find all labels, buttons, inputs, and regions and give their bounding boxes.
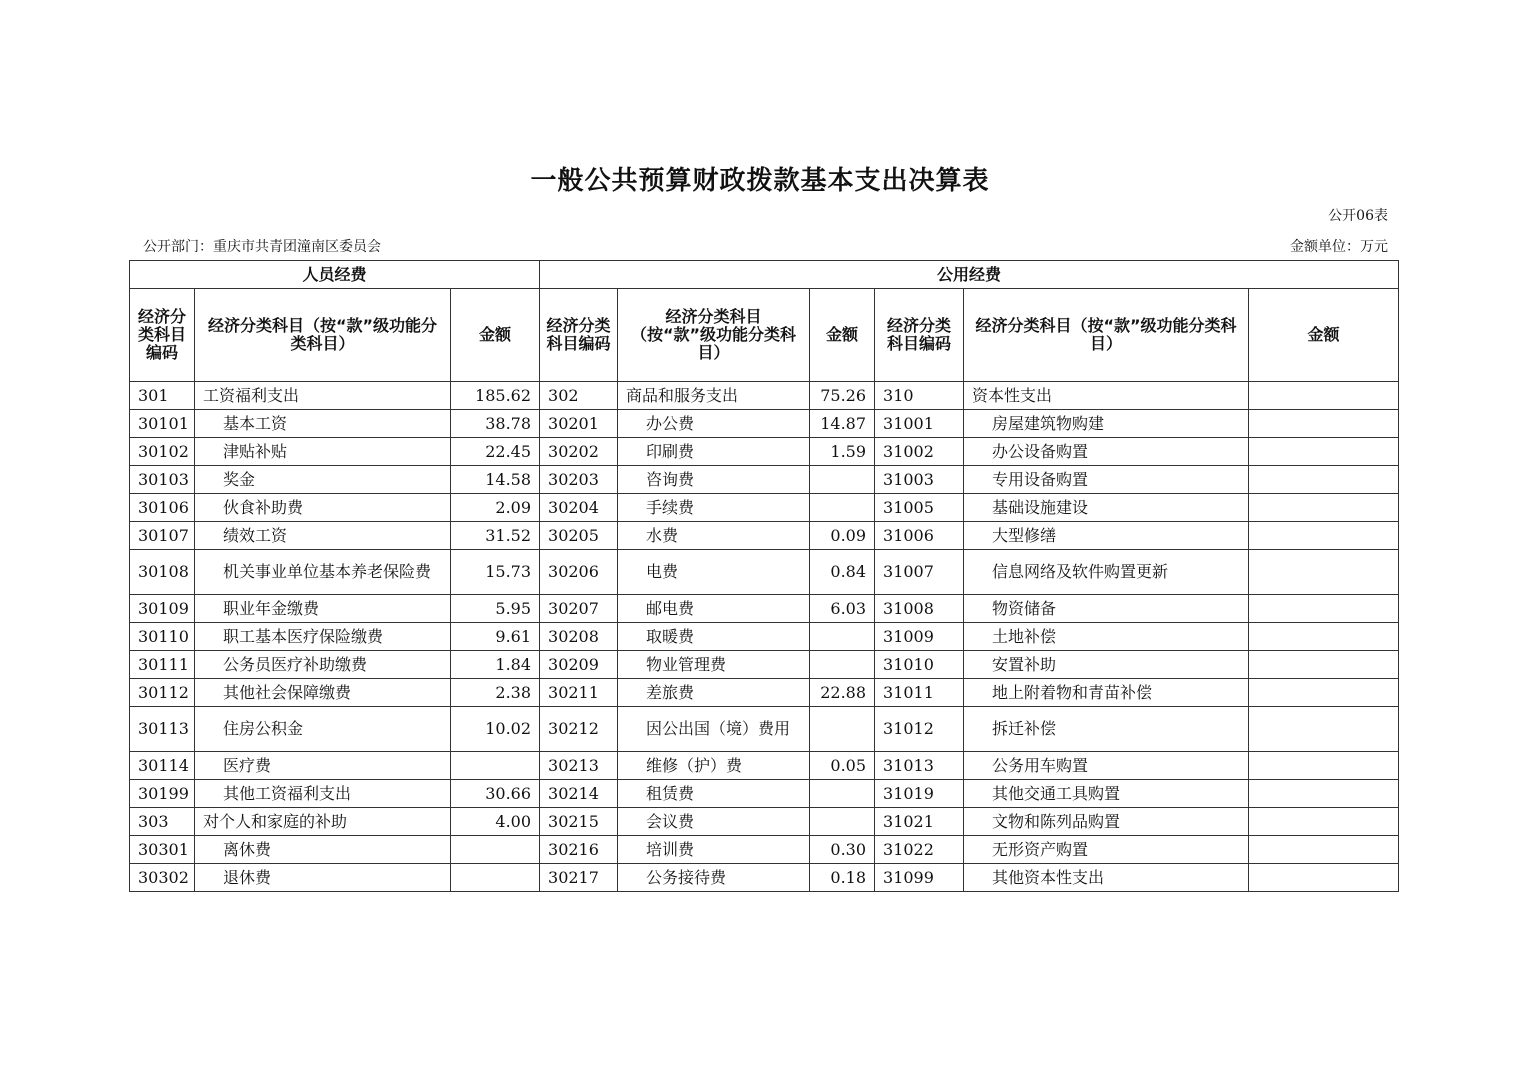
amount-cell: 14.87 [810, 410, 875, 438]
item-name-cell: 公务员医疗补助缴费 [195, 651, 451, 679]
table-row [130, 707, 1399, 752]
item-name-cell: 住房公积金 [195, 707, 451, 752]
code-cell: 31021 [875, 808, 964, 836]
item-name-cell: 对个人和家庭的补助 [195, 808, 451, 836]
table-row [130, 438, 1399, 466]
item-name-cell: 基本工资 [195, 410, 451, 438]
amount-cell [1249, 382, 1399, 410]
table-row [130, 679, 1399, 707]
item-name-cell: 差旅费 [618, 679, 810, 707]
code-cell: 310 [875, 382, 964, 410]
amount-cell [1249, 836, 1399, 864]
item-name-cell: 职业年金缴费 [195, 595, 451, 623]
header-code: 经济分类科目编码 [540, 289, 618, 382]
item-name-cell: 工资福利支出 [195, 382, 451, 410]
code-cell: 30216 [540, 836, 618, 864]
item-name-cell: 维修（护）费 [618, 752, 810, 780]
code-cell: 31005 [875, 494, 964, 522]
code-cell: 30101 [130, 410, 195, 438]
item-name-cell: 专用设备购置 [964, 466, 1249, 494]
table-row [130, 752, 1399, 780]
item-name-cell: 其他社会保障缴费 [195, 679, 451, 707]
item-name-cell: 其他交通工具购置 [964, 780, 1249, 808]
code-cell: 31099 [875, 864, 964, 892]
table-body [130, 382, 1399, 892]
amount-cell: 4.00 [451, 808, 540, 836]
item-name-cell: 物资储备 [964, 595, 1249, 623]
item-name-cell: 信息网络及软件购置更新 [964, 550, 1249, 595]
code-cell: 30111 [130, 651, 195, 679]
amount-cell [1249, 623, 1399, 651]
table-row [130, 864, 1399, 892]
code-cell: 30204 [540, 494, 618, 522]
table-row [130, 836, 1399, 864]
table-number: 公开06表 [1328, 208, 1388, 224]
item-name-cell: 基础设施建设 [964, 494, 1249, 522]
amount-cell [810, 707, 875, 752]
code-cell: 31006 [875, 522, 964, 550]
amount-cell [1249, 651, 1399, 679]
amount-cell: 5.95 [451, 595, 540, 623]
table-row [130, 550, 1399, 595]
code-cell: 30217 [540, 864, 618, 892]
item-name-cell: 无形资产购置 [964, 836, 1249, 864]
item-name-cell: 安置补助 [964, 651, 1249, 679]
amount-cell: 14.58 [451, 466, 540, 494]
code-cell: 302 [540, 382, 618, 410]
code-cell: 30203 [540, 466, 618, 494]
code-cell: 301 [130, 382, 195, 410]
code-cell: 30112 [130, 679, 195, 707]
amount-cell [1249, 522, 1399, 550]
item-name-cell: 医疗费 [195, 752, 451, 780]
code-cell: 31003 [875, 466, 964, 494]
header-amount: 金额 [810, 289, 875, 382]
table-row [130, 410, 1399, 438]
code-cell: 31012 [875, 707, 964, 752]
table-row [130, 382, 1399, 410]
code-cell: 30199 [130, 780, 195, 808]
section-personnel: 人员经费 [130, 261, 540, 289]
item-name-cell: 大型修缮 [964, 522, 1249, 550]
amount-cell [451, 864, 540, 892]
item-name-cell: 离休费 [195, 836, 451, 864]
code-cell: 30106 [130, 494, 195, 522]
table-row [130, 466, 1399, 494]
header-name: 经济分类科目（按“款”级功能分类科目） [964, 289, 1249, 382]
code-cell: 31002 [875, 438, 964, 466]
amount-cell: 38.78 [451, 410, 540, 438]
code-cell: 30213 [540, 752, 618, 780]
amount-cell: 6.03 [810, 595, 875, 623]
amount-cell: 0.30 [810, 836, 875, 864]
item-name-cell: 物业管理费 [618, 651, 810, 679]
code-cell: 30209 [540, 651, 618, 679]
code-cell: 30108 [130, 550, 195, 595]
code-cell: 30302 [130, 864, 195, 892]
item-name-cell: 咨询费 [618, 466, 810, 494]
code-cell: 30114 [130, 752, 195, 780]
table-row [130, 494, 1399, 522]
code-cell: 31022 [875, 836, 964, 864]
code-cell: 30201 [540, 410, 618, 438]
code-cell: 31019 [875, 780, 964, 808]
table-row [130, 808, 1399, 836]
item-name-cell: 职工基本医疗保险缴费 [195, 623, 451, 651]
code-cell: 31007 [875, 550, 964, 595]
item-name-cell: 资本性支出 [964, 382, 1249, 410]
table-row [130, 522, 1399, 550]
code-cell: 30205 [540, 522, 618, 550]
item-name-cell: 商品和服务支出 [618, 382, 810, 410]
item-name-cell: 手续费 [618, 494, 810, 522]
item-name-cell: 拆迁补偿 [964, 707, 1249, 752]
unit-label: 金额单位：万元 [1290, 239, 1388, 255]
code-cell: 30109 [130, 595, 195, 623]
item-name-cell: 机关事业单位基本养老保险费 [195, 550, 451, 595]
page-title: 一般公共预算财政拨款基本支出决算表 [530, 166, 990, 196]
header-name: 经济分类科目（按“款”级功能分类科目） [195, 289, 451, 382]
amount-cell: 30.66 [451, 780, 540, 808]
item-name-cell: 水费 [618, 522, 810, 550]
amount-cell: 31.52 [451, 522, 540, 550]
header-name: 经济分类科目（按“款”级功能分类科目） [618, 289, 810, 382]
amount-cell: 1.84 [451, 651, 540, 679]
amount-cell [810, 494, 875, 522]
header-code: 经济分类科目编码 [875, 289, 964, 382]
amount-cell: 75.26 [810, 382, 875, 410]
amount-cell [810, 808, 875, 836]
table-row [130, 651, 1399, 679]
amount-cell [1249, 494, 1399, 522]
item-name-cell: 因公出国（境）费用 [618, 707, 810, 752]
item-name-cell: 绩效工资 [195, 522, 451, 550]
code-cell: 30214 [540, 780, 618, 808]
amount-cell: 2.09 [451, 494, 540, 522]
table-row [130, 623, 1399, 651]
amount-cell: 0.84 [810, 550, 875, 595]
amount-cell: 22.45 [451, 438, 540, 466]
header-amount: 金额 [1249, 289, 1399, 382]
amount-cell [1249, 707, 1399, 752]
code-cell: 31011 [875, 679, 964, 707]
code-cell: 30107 [130, 522, 195, 550]
amount-cell [810, 466, 875, 494]
code-cell: 31013 [875, 752, 964, 780]
code-cell: 30207 [540, 595, 618, 623]
code-cell: 30113 [130, 707, 195, 752]
code-cell: 31001 [875, 410, 964, 438]
amount-cell [1249, 808, 1399, 836]
item-name-cell: 公务用车购置 [964, 752, 1249, 780]
code-cell: 30211 [540, 679, 618, 707]
item-name-cell: 办公费 [618, 410, 810, 438]
item-name-cell: 伙食补助费 [195, 494, 451, 522]
amount-cell [1249, 466, 1399, 494]
item-name-cell: 办公设备购置 [964, 438, 1249, 466]
amount-cell [451, 752, 540, 780]
amount-cell: 0.18 [810, 864, 875, 892]
code-cell: 31008 [875, 595, 964, 623]
item-name-cell: 公务接待费 [618, 864, 810, 892]
item-name-cell: 电费 [618, 550, 810, 595]
table-row [130, 595, 1399, 623]
header-amount: 金额 [451, 289, 540, 382]
amount-cell: 9.61 [451, 623, 540, 651]
amount-cell [1249, 752, 1399, 780]
code-cell: 31009 [875, 623, 964, 651]
amount-cell [1249, 438, 1399, 466]
item-name-cell: 邮电费 [618, 595, 810, 623]
item-name-cell: 文物和陈列品购置 [964, 808, 1249, 836]
code-cell: 31010 [875, 651, 964, 679]
amount-cell: 1.59 [810, 438, 875, 466]
amount-cell [810, 651, 875, 679]
item-name-cell: 印刷费 [618, 438, 810, 466]
item-name-cell: 奖金 [195, 466, 451, 494]
code-cell: 30202 [540, 438, 618, 466]
code-cell: 30212 [540, 707, 618, 752]
amount-cell [810, 780, 875, 808]
code-cell: 303 [130, 808, 195, 836]
amount-cell: 0.09 [810, 522, 875, 550]
amount-cell: 0.05 [810, 752, 875, 780]
code-cell: 30206 [540, 550, 618, 595]
table-row [130, 780, 1399, 808]
code-cell: 30103 [130, 466, 195, 494]
amount-cell: 22.88 [810, 679, 875, 707]
item-name-cell: 津贴补贴 [195, 438, 451, 466]
amount-cell: 2.38 [451, 679, 540, 707]
code-cell: 30102 [130, 438, 195, 466]
item-name-cell: 房屋建筑物购建 [964, 410, 1249, 438]
section-public: 公用经费 [540, 261, 1399, 289]
amount-cell: 15.73 [451, 550, 540, 595]
item-name-cell: 地上附着物和青苗补偿 [964, 679, 1249, 707]
item-name-cell: 培训费 [618, 836, 810, 864]
amount-cell [1249, 550, 1399, 595]
item-name-cell: 取暖费 [618, 623, 810, 651]
item-name-cell: 土地补偿 [964, 623, 1249, 651]
amount-cell [451, 836, 540, 864]
amount-cell: 10.02 [451, 707, 540, 752]
header-code: 经济分类科目编码 [130, 289, 195, 382]
amount-cell [1249, 410, 1399, 438]
item-name-cell: 退休费 [195, 864, 451, 892]
item-name-cell: 会议费 [618, 808, 810, 836]
amount-cell [1249, 864, 1399, 892]
item-name-cell: 其他资本性支出 [964, 864, 1249, 892]
department-label: 公开部门：重庆市共青团潼南区委员会 [143, 239, 381, 255]
code-cell: 30301 [130, 836, 195, 864]
amount-cell [1249, 595, 1399, 623]
amount-cell: 185.62 [451, 382, 540, 410]
amount-cell [1249, 780, 1399, 808]
code-cell: 30215 [540, 808, 618, 836]
expenditure-table [129, 260, 1399, 892]
amount-cell [810, 623, 875, 651]
code-cell: 30208 [540, 623, 618, 651]
code-cell: 30110 [130, 623, 195, 651]
item-name-cell: 其他工资福利支出 [195, 780, 451, 808]
amount-cell [1249, 679, 1399, 707]
item-name-cell: 租赁费 [618, 780, 810, 808]
